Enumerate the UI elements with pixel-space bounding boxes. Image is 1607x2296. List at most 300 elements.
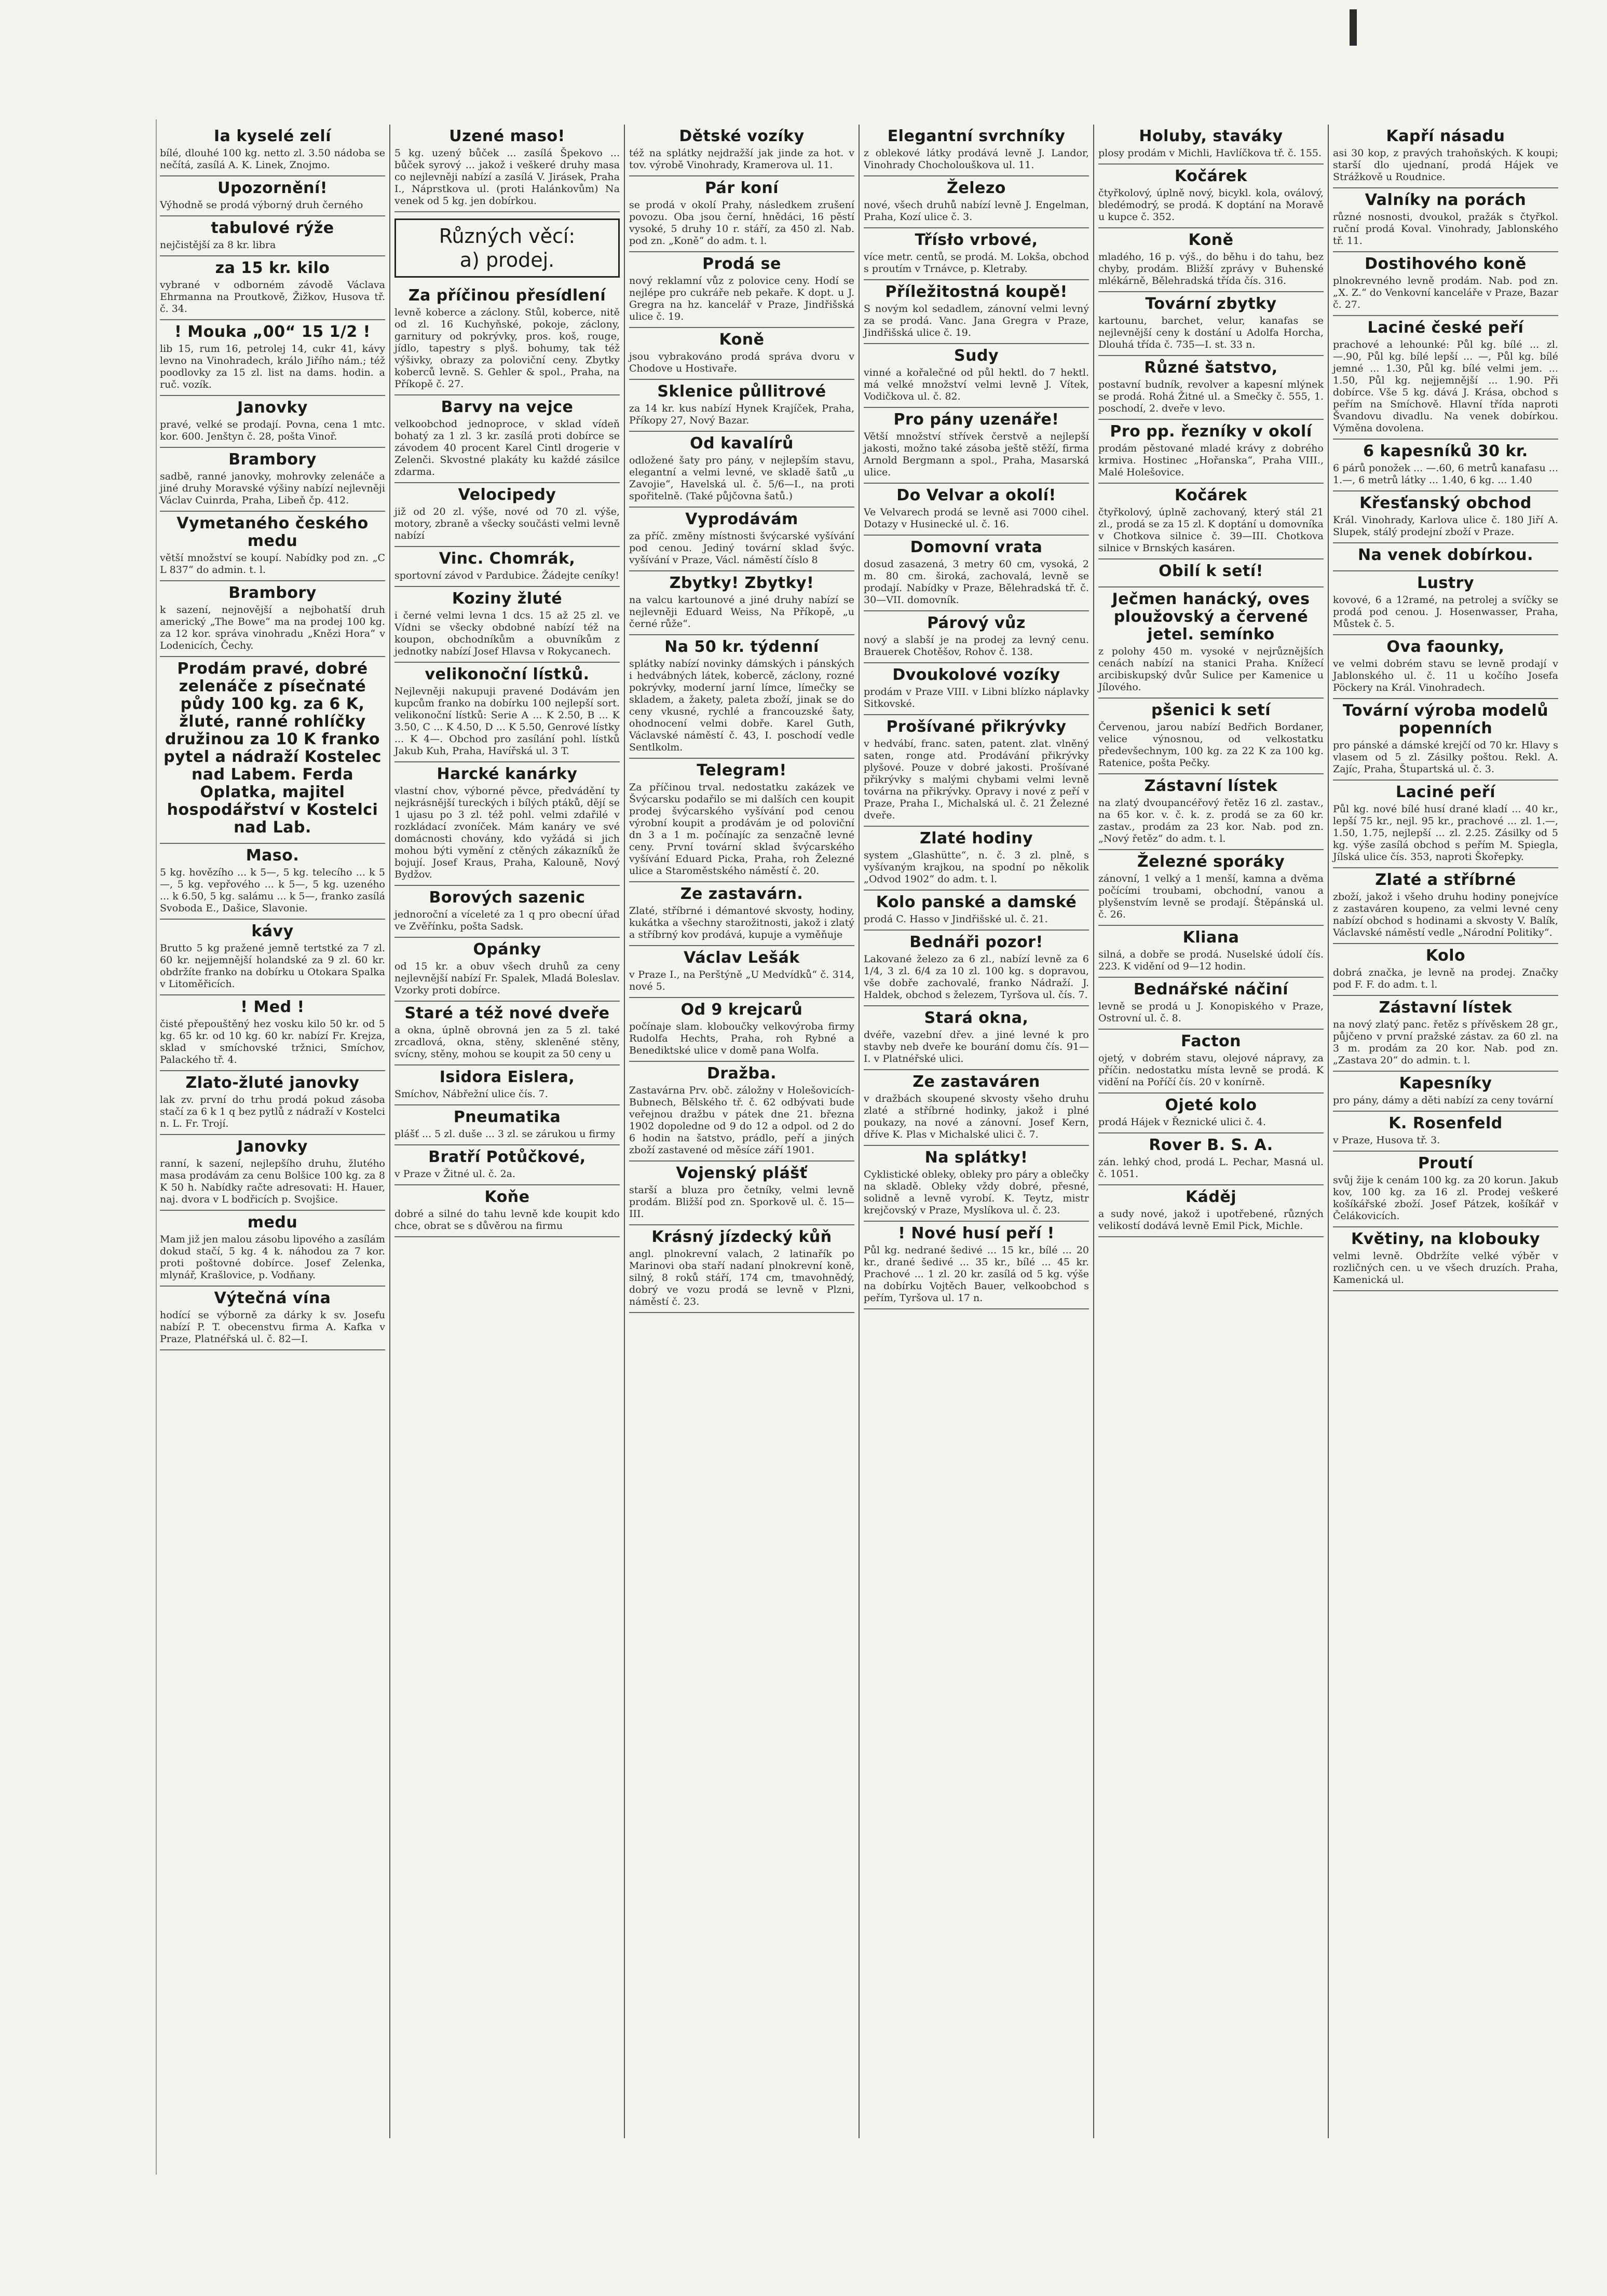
ad-text: Červenou, jarou nabízí Bedřich Bordaner, velice výnosnou, od velkostatku předevšechnym, 100 kg. za 22 K za 100 kg. Ratenice, pošta Pečky. bbox=[1098, 721, 1324, 769]
ad-heading: Zlaté hodiny bbox=[919, 829, 1033, 848]
ad-text: v Praze I., na Perštýně „U Medvídků“ č. 314, nové 5. bbox=[629, 969, 854, 992]
ad bbox=[1333, 944, 1558, 996]
ad-text: velkoobchod jednoproce, v sklad vídeň bohatý za 1 zl. 3 kr. zasílá proti dobírce se závodem 40 procent Karel Cintl drogerie v Zelenči. Skvostné plakáty ku každé zásilce zdarma. bbox=[394, 418, 620, 477]
column-4 bbox=[859, 125, 1093, 2138]
ad-text: počínaje slam. kloboučky velkovýroba firmy Rudolfa Hechts, Praha, roh Rybné a Benediktské ulice v domě pana Wolfa. bbox=[629, 1021, 854, 1056]
ad bbox=[1098, 1133, 1324, 1185]
ad bbox=[629, 252, 854, 328]
ad-text: různé nosnosti, dvoukol, pražák s čtyřkol. ruční prodá Koval. Vinohrady, Jablonského tř. 11. bbox=[1333, 211, 1558, 247]
ad bbox=[160, 657, 385, 844]
ad bbox=[160, 1071, 385, 1135]
ad-heading: Zástavní lístek bbox=[1379, 999, 1513, 1017]
ad bbox=[160, 920, 385, 995]
ad bbox=[160, 844, 385, 920]
ad-heading: Bratří Potůčkové, bbox=[428, 1148, 586, 1166]
ad-heading: Kapesníky bbox=[1399, 1074, 1492, 1092]
ad-text: za příč. změny místnosti švýcarské vyšívání pod cenou. Jediný tovární sklad švýc. vyšívání v Praze, Václ. náměstí číslo 8 bbox=[629, 530, 854, 566]
ad bbox=[1333, 635, 1558, 699]
ad bbox=[1098, 484, 1324, 559]
ad-heading: Kočárek bbox=[1175, 486, 1247, 504]
ad bbox=[394, 1105, 620, 1145]
ad-text: i černé velmi levna 1 dcs. 15 až 25 zl. ve Vídni se všecky obdobné nabízí též na koupon, obchodníkům a obuvníkům z jednotky nabízí Josef Hlavsa v Rokycanech. bbox=[394, 610, 620, 657]
ad bbox=[629, 1161, 854, 1225]
ad-heading: Párový vůz bbox=[927, 614, 1026, 632]
ad-heading: Vinc. Chomrák, bbox=[439, 550, 576, 568]
ad bbox=[394, 1185, 620, 1237]
ad-heading: Koňe bbox=[484, 1188, 530, 1206]
ad-text: nejčistější za 8 kr. libra bbox=[160, 239, 276, 251]
ad-text: starší a bluza pro četníky, velmi levně prodám. Bližší pod zn. Sporkově ul. č. 15—III. bbox=[629, 1184, 854, 1220]
ad bbox=[1333, 125, 1558, 188]
ad-text: Zlaté, stříbrné i démantové skvosty, hodiny, kukátka a všechny starožitnosti, jakož i zlatý a stříbrný kov prodává, kupuje a vyměňuje bbox=[629, 905, 854, 940]
ad bbox=[394, 395, 620, 483]
ad bbox=[1333, 543, 1558, 571]
ad-text: prodám pěstované mladé krávy z dobrého krmiva. Hostinec „Hořanska“, Praha VIII., Malé Holešovice. bbox=[1098, 443, 1324, 478]
ad-heading: kávy bbox=[251, 922, 294, 940]
ad-heading: Kočárek bbox=[1175, 167, 1247, 185]
ad-text: se prodá v okolí Prahy, následkem zrušení povozu. Oba jsou černí, hnědáci, 16 pěstí vysoké, 5 druhy 10 r. stáří, za 450 zl. Nab. pod zn. „Koně“ do adm. t. l. bbox=[629, 199, 854, 247]
ad-text: asi 30 kop, z pravých trahoňských. K koupi; starší dlo ujednaní, prodá Hájek ve Strážkově u Roudnice. bbox=[1333, 147, 1558, 183]
ad-text: levně se prodá u J. Konopiského v Praze, Ostrovní ul. č. 8. bbox=[1098, 1001, 1324, 1024]
ad-heading: Koně bbox=[719, 331, 765, 349]
ad bbox=[1098, 699, 1324, 774]
ad-heading: Výtečná vína bbox=[214, 1289, 331, 1307]
ad bbox=[864, 1070, 1089, 1146]
ad-text: čtyřkolový, úplně nový, bicykl. kola, oválový, bledémodrý, se prodá. K doptání na Moravě u kupce č. 352. bbox=[1098, 187, 1324, 223]
ad-heading: Ojeté kolo bbox=[1165, 1096, 1257, 1114]
ad-text: splátky nabízí novinky dámských i pánských i hedvábných látek, kobercě, záclony, rozné pokrývky, moderní jarní límce, límečky se skladem, a žakety, paleta zboží, jinak se do ceny vkusné, rychlé a francouzské šaty, ohodnocení velmi dobře. Karel Guth, Václavské náměstí č. 43, I. poschodí vedle Sentlkolm. bbox=[629, 658, 854, 753]
ad-heading: Příležitostná koupě! bbox=[885, 283, 1068, 301]
ad-text: lib 15, rum 16, petrolej 14, cukr 41, kávy levno na Vinohradech, králo Jiřího nám.; též poodlovky za 15 zl. list na dams. hodin. a ruč. vozík. bbox=[160, 343, 385, 390]
ad bbox=[394, 1145, 620, 1185]
ad-heading: Zlaté a stříbrné bbox=[1375, 871, 1516, 889]
ad-heading: Koně bbox=[1188, 231, 1234, 249]
ad bbox=[1333, 996, 1558, 1072]
ad-heading: Ova faounky, bbox=[1386, 638, 1505, 656]
ad-heading: Třísło vrbové, bbox=[915, 231, 1038, 249]
ad-heading: Květiny, na klobouky bbox=[1351, 1230, 1541, 1248]
ad-heading: Bednářské náčiní bbox=[1133, 980, 1289, 999]
ad-text: ojetý, v dobrém stavu, olejové nápravy, za příčin. nedostatku místa levně se prodá. K vidění na Poříčí čís. 20 v konírně. bbox=[1098, 1053, 1324, 1088]
ad bbox=[1098, 850, 1324, 926]
ad bbox=[1333, 1152, 1558, 1227]
ad-text: 6 párů ponožek ... —.60, 6 metrů kanafasu ... 1.—, 6 metrů látky ... 1.40, 6 kg. ... 1.40 bbox=[1333, 462, 1558, 486]
ad bbox=[864, 1146, 1089, 1222]
ad bbox=[394, 1065, 620, 1105]
ad-text: dobré a silné do tahu levně kde koupit kdo chce, obrat se s důvěrou na firmu bbox=[394, 1208, 620, 1232]
column-6 bbox=[1328, 125, 1562, 2138]
ad-heading: Pár koní bbox=[704, 179, 779, 197]
ad-text: též na splátky nejdražší jak jinde za hot. v tov. výrobě Vinohrady, Kramerova ul. 11. bbox=[629, 147, 854, 171]
ad-text: v Praze v Žitné ul. č. 2a. bbox=[394, 1168, 516, 1180]
ad-heading: Za příčinou přesídlení bbox=[408, 286, 606, 305]
ad-heading: Harcké kanárky bbox=[437, 765, 578, 783]
ad-text: Mam již jen malou zásobu lipového a zasílám dokud stačí, 5 kg. 4 k. náhodou za 7 kor. proti poštovné dobírce. Josef Zelenka, mlynář, Krašlovice, p. Vodňany. bbox=[160, 1234, 385, 1281]
ad-heading: Valníky na porách bbox=[1365, 191, 1527, 209]
ad-heading: Tovární zbytky bbox=[1145, 295, 1277, 313]
ad bbox=[1333, 699, 1558, 781]
ad-text: Větší množství střívek čerstvě a nejlepší jakosti, možno také zásoba ještě stěží, firma Arnold Bergmann a spol., Praha, Masarská ulice. bbox=[864, 431, 1089, 478]
ad-text: nový a slabší je na prodej za levný cenu. Brauerek Chotěšov, Rohov č. 138. bbox=[864, 634, 1089, 658]
ad bbox=[629, 759, 854, 882]
ad bbox=[629, 1062, 854, 1161]
ad-text: v Praze, Husova tř. 3. bbox=[1333, 1135, 1440, 1146]
ad-text: pro pánské a dámské krejčí od 70 kr. Hlavy s vlasem od 5 zl. Zásilky poštou. Rekl. A. Zajíc, Praha, Štupartská ul. č. 3. bbox=[1333, 740, 1558, 775]
ad bbox=[1098, 125, 1324, 165]
ad bbox=[1333, 316, 1558, 440]
ad-text: S novým kol sedadlem, zánovní velmi levný za se prodá. Vanc. Jana Gregra v Praze, Jindřišská ulice č. 19. bbox=[864, 303, 1089, 338]
ad-text: dosud zasazená, 3 metry 60 cm, vysoká, 2 m. 80 cm. široká, zachovalá, levně se prodají. Nabídky v Praze, Bělehradská tř. č. 30—VII. domovník. bbox=[864, 558, 1089, 606]
ad-heading: Různé šatstvo, bbox=[1144, 359, 1278, 377]
ad bbox=[864, 931, 1089, 1006]
ad-heading: Vymetaného českého medu bbox=[176, 514, 369, 550]
ad-heading: tabulové rýže bbox=[211, 219, 334, 237]
ad-text: z polohy 450 m. vysoké v nejrůznějších cenách nabízí na stanici Praha. Knížecí arcibiskupský dvůr Sulice per Kamenice u Jílového. bbox=[1098, 646, 1324, 693]
ad bbox=[1098, 420, 1324, 484]
ad-heading: Pneumatika bbox=[453, 1108, 561, 1126]
classified-ads-columns bbox=[156, 125, 1562, 2138]
ad-text: na valcu kartounové a jiné druhy nabízí se nejlevněji Eduard Weiss, Na Příkopě, „u černé růže“. bbox=[629, 594, 854, 630]
ad-heading: Ječmen hanácký, oves ploužovský a červené jetel. semínko bbox=[1112, 590, 1310, 644]
ad-heading: Na 50 kr. týdenní bbox=[664, 638, 819, 656]
ad-heading: Sudy bbox=[954, 347, 999, 365]
ad-heading: Obilí k setí! bbox=[1159, 562, 1263, 580]
ad bbox=[1098, 559, 1324, 587]
ad-heading: Ia kyselé zelí bbox=[213, 127, 331, 145]
section-heading-box bbox=[394, 218, 620, 278]
ad-text: sadbě, ranné janovky, mohrovky zelenáče a jiné druhy Moravské výšiny nabízí nejlevněji Václav Cuinrda, Praha, Libeň čp. 412. bbox=[160, 471, 385, 506]
ad bbox=[1333, 781, 1558, 868]
ad-heading: Vyprodávám bbox=[685, 510, 798, 528]
ad bbox=[1098, 774, 1324, 850]
ad-text: hodící se výborně za dárky k sv. Josefu nabízí P. T. obecenstvu firma A. Kafka v Praze, Platnéřská ul. č. 82—I. bbox=[160, 1309, 385, 1345]
column-3 bbox=[624, 125, 859, 2138]
ad bbox=[864, 663, 1089, 715]
ad-heading: Telegram! bbox=[697, 761, 787, 780]
ad-text: dobrá značka, je levně na prodej. Značky pod F. F. do adm. t. l. bbox=[1333, 967, 1558, 990]
ad-text: Za příčinou trval. nedostatku zakázek ve Švýcarsku podařilo se mi dalších cen koupit prodej švýcarského vyšívání pod cenou výrobní koupit a prodávám je od poloviční dn 3 a 1 m. počínajíc za senzačně levné ceny. První tovární sklad švýcarského vyšívání Eduard Picka, Praha, roh Železné ulice a Staroměstského náměstí č. 20. bbox=[629, 782, 854, 877]
ad-text: pro pány, dámy a děti nabízí za ceny tovární bbox=[1333, 1095, 1554, 1106]
ad bbox=[629, 125, 854, 176]
ad-heading: Proutí bbox=[1418, 1154, 1474, 1172]
ad bbox=[629, 328, 854, 380]
ad-text: prachové a lehounké: Půl kg. bílé ... zl. —.90, Půl kg. bílé lepší ... —, Půl kg. bílé jemné ... 1.30, Půl kg. bílé velmi jem. ... 1.50, Půl kg. nejjemnější ... 1.90. Při dobírce. Vše 5 kg. dává J. Krása, obchod s peřím na Smíchově. Hlavní třída naproti Švandovu divadlu. Na venek dobírkou. Výměna dovolena. bbox=[1333, 339, 1558, 434]
ad-text: lak zv. první do trhu prodá pokud zásoba stačí za 6 k 1 q bez pytlů z nádraží v Kostelci n. L. Fr. Trojí. bbox=[160, 1094, 385, 1129]
ad-text: z oblekové látky prodává levně J. Landor, Vinohrady Chocholouškova ul. 11. bbox=[864, 147, 1089, 171]
ad-heading: Prošívané přikrývky bbox=[886, 718, 1067, 736]
ad-text: v dražbách skoupené skvosty všeho druhu zlaté a stříbrné hodinky, jakož i plné poukazy, na nové a zánovní. Josef Kern, dříve K. Plas v Michalské ulici č. 7. bbox=[864, 1093, 1089, 1140]
ad bbox=[629, 380, 854, 432]
ad bbox=[629, 1225, 854, 1313]
ad bbox=[1333, 571, 1558, 635]
ad-text: silná, a dobře se prodá. Nuselské údolí čís. 223. K vidění od 9—12 hodin. bbox=[1098, 949, 1324, 972]
ad-text: prodá C. Hasso v Jindřišské ul. č. 21. bbox=[864, 913, 1048, 925]
ad-heading: Laciné peří bbox=[1396, 783, 1495, 801]
ad bbox=[629, 176, 854, 252]
ad-text: svůj žije k cenám 100 kg. za 20 korun. Jakub kov, 100 kg. za 16 zl. Prodej veškeré košíkářské zboží. Josef Pátzek, košíkář v Čelákovicích. bbox=[1333, 1174, 1558, 1222]
ad-heading: Od kavalírů bbox=[690, 434, 794, 453]
ad-text: Nejlevněji nakupuji pravené Dodávám jen kupcům franko na dobírku 100 nejlepší sort. velikonoční lístků: Serie A ... K 2.50, B ... K 3.50, C ... K 4.50, D ... K 5.50, Genrové lístky ... K 4—. Obchod pro zasílání pohl. lístků Jakub Kuh, Praha, Havířská ul. 3 T. bbox=[394, 686, 620, 757]
ad-text: 5 kg. hovězího ... k 5—, 5 kg. telecího ... k 5—, 5 kg. vepřového ... k 5—, 5 kg. uzeného ... k 6.50, 5 kg. salámu ... k 5—, franko zasílá Svoboda E., Dašice, Slavonie. bbox=[160, 867, 385, 914]
ad-text: sportovní závod v Pardubice. Žádejte ceníky! bbox=[394, 570, 619, 581]
ad-heading: Rover B. S. A. bbox=[1149, 1136, 1273, 1154]
ad-text: Zastavárna Prv. obč. záložny v Holešovicích-Bubnech, Bělského tř. č. 62 odbývati bude veřejnou dražbu v pátek dne 21. března 1902 dopoledne od 9 do 12 a odpol. od 2 do 6 hodin na šatstvo, prádlo, peří a jiných zboží zastavené od měsíce září 1901. bbox=[629, 1085, 854, 1156]
ad bbox=[864, 891, 1089, 931]
ad-text: zánovní, 1 velký a 1 menší, kamna a dvěma počícími troubami, obchodní, vanou a plyšenstvím levně se prodají. Štěpánská ul. č. 26. bbox=[1098, 873, 1324, 920]
ad bbox=[1098, 356, 1324, 420]
ad-heading: Isidora Eislera, bbox=[439, 1068, 575, 1086]
ad bbox=[864, 611, 1089, 663]
ad bbox=[394, 663, 620, 762]
ad-text: velmi levně. Obdržíte velké výběr v rozličných cen. u ve všech druzích. Praha, Kamenická ul. bbox=[1333, 1250, 1558, 1286]
ad-text: levně koberce a záclony. Stůl, koberce, nitě od zl. 16 Kuchyňské, pokoje, záclony, garnitury od pokrývky, pros. koš, rouge, jídlo, tapestry s plyš. bohumy, tak též výšivky, obrazy za poloviční ceny. Zbytky koberců levně. S. Gehler & spol., Praha, na Příkopě č. 27. bbox=[394, 307, 620, 390]
ad-heading: medu bbox=[247, 1213, 298, 1232]
ad bbox=[629, 998, 854, 1062]
ad-heading: Krásný jízdecký kůň bbox=[651, 1228, 832, 1246]
ad-text: Lakované železo za 6 zl., nabízí levně za 6 1/4, 3 zl. 6/4 za 10 zl. 100 kg. s dopravou, vše dobře zachovalé, franko Nádraží. J. Haldek, obchod s železem, Tyršova ul. čís. 7. bbox=[864, 953, 1089, 1001]
ad-heading: Tovární výroba modelů popenních bbox=[1342, 702, 1549, 737]
ad-heading: Velocipedy bbox=[458, 486, 556, 504]
ad-text: prodám v Praze VIII. v Libni blízko náplavky Sitkovské. bbox=[864, 686, 1089, 709]
ad bbox=[394, 483, 620, 547]
ad bbox=[394, 762, 620, 886]
ad-text: větší množství se koupí. Nabídky pod zn. „C L 837“ do admin. t. l. bbox=[160, 552, 385, 576]
ad bbox=[1098, 926, 1324, 978]
ad-text: vybrané v odborném závodě Václava Ehrmanna na Proutkově, Žižkov, Husova tř. č. 34. bbox=[160, 279, 385, 315]
ad-text: 5 kg. uzený bůček ... zasílá Špekovo ... bůček syrový ... jakož i veškeré druhy masa co nejlevněji nabízí a zasílá V. Jirásek, Praha I., Náprstkova ul. (proti Halánkovům) Na venek od 5 kg. jen dobírkou. bbox=[394, 147, 620, 207]
ad-text: postavní budník, revolver a kapesní mlýnek se prodá. Rohá Žitné ul. a Smečky č. 555, 1. poschodí, 2. dveře v levo. bbox=[1098, 379, 1324, 414]
ad-text: na nový zlatý panc. řetěz s přívěskem 28 gr., půjčeno v první pražské zástav. za 60 zl. na 3 m. prodám za 20 kor. Nab. pod zn. „Zastava 20“ do admin. t. l. bbox=[1333, 1019, 1558, 1066]
ad-text: čisté přepouštěný hez vosku kilo 50 kr. od 5 kg. 65 kr. od 10 kg. 60 kr. nabízí Fr. Krejza, sklad v smíchovské tržnici, Smíchov, Palackého tř. 4. bbox=[160, 1018, 385, 1065]
ad-heading: Zástavní lístek bbox=[1144, 777, 1278, 795]
ad-text: zboží, jakož i všeho druhu hodiny ponejvíce z zastaváren koupeno, za velmi levné ceny nabízí obchod s hodinami a skvosty V. Balík, Václavské náměstí vedle „Národní Politiky“. bbox=[1333, 891, 1558, 938]
ad bbox=[160, 176, 385, 216]
ad-heading: Kliana bbox=[1182, 928, 1240, 947]
ad-heading: Od 9 krejcarů bbox=[680, 1001, 803, 1019]
ad bbox=[864, 484, 1089, 536]
ad-text: Cyklistické obleky, obleky pro páry a oblečky na skladě. Obleky vždy dobré, přesné, solidně a levně vyrobí. K. Teytz, mistr krejčovský v Praze, Myslíkova ul. č. 23. bbox=[864, 1169, 1089, 1216]
ad-heading: Prodá se bbox=[702, 255, 781, 273]
ad bbox=[1098, 165, 1324, 228]
column-2 bbox=[389, 125, 624, 2138]
ad bbox=[160, 512, 385, 581]
ad-heading: K. Rosenfeld bbox=[1388, 1114, 1503, 1132]
ad-text: již od 20 zl. výše, nové od 70 zl. výše, motory, zbraně a všecky součásti velmi levně nabízí bbox=[394, 506, 620, 541]
ad-heading: Dostihového koně bbox=[1365, 255, 1527, 273]
ad bbox=[160, 1287, 385, 1350]
ad-heading: Brambory bbox=[228, 450, 317, 469]
ad bbox=[864, 176, 1089, 228]
ad-text: jednoroční a víceleté za 1 q pro obecní úřad ve Zvěřínku, pošta Sadsk. bbox=[394, 909, 620, 932]
ad-text: Smíchov, Nábřežní ulice čís. 7. bbox=[394, 1088, 548, 1100]
ad-text: od 15 kr. a obuv všech druhů za ceny nejlevnější nabízí Fr. Spalek, Mladá Boleslav. Vzorky proti dobírce. bbox=[394, 961, 620, 996]
ad-text: angl. plnokrevní valach, 2 latinařík po Marinovi oba staří nadaní plnokrevní koně, silný, 8 roků stáří, 174 cm, tmavohnědý, dobrý ve vozu prodá se levně v Plzni, náměstí č. 23. bbox=[629, 1248, 854, 1307]
ad-text: plášť ... 5 zl. duše ... 3 zl. se zárukou u firmy bbox=[394, 1128, 616, 1140]
ad-text: čtyřkolový, úplně zachovaný, který stál 21 zl., prodá se za 15 zl. K doptání u domovníka v Chotkova silnice č. 39—III. Chotkova silnice v Brnských kasáren. bbox=[1098, 507, 1324, 554]
ad-heading: Brambory bbox=[228, 584, 317, 602]
ad bbox=[1333, 1227, 1558, 1291]
ad-heading: Bednáři pozor! bbox=[909, 933, 1043, 951]
ad bbox=[394, 587, 620, 663]
ad-text: vinné a kořalečné od půl hektl. do 7 hektl. má velké množství velmi levně J. Vítek, Vodičkova ul. č. 82. bbox=[864, 367, 1089, 402]
ad bbox=[864, 125, 1089, 176]
ad bbox=[1098, 1030, 1324, 1094]
ad-heading: Prodám pravé, dobré zelenáče z písečnaté půdy 100 kg. za 6 K, žluté, ranné rohlíčky družinou za 10 K franko pytel a nádraží Kostelec nad Labem. Ferda Oplatka, majitel hospodářství v Kostelci nad Lab. bbox=[164, 660, 382, 837]
ad-heading: Laciné české peří bbox=[1367, 319, 1524, 337]
ad-heading: Domovní vrata bbox=[910, 538, 1043, 556]
ad-heading: Maso. bbox=[246, 846, 299, 865]
ad bbox=[1333, 491, 1558, 543]
ad bbox=[1098, 292, 1324, 356]
ad-heading: Upozornění! bbox=[217, 179, 328, 197]
ad bbox=[629, 571, 854, 635]
ad-text: ranní, k sazení, nejlepšího druhu, žlutého masa prodávám za cenu Bolšice 100 kg. za 8 K 50 h. Nabídky račte adresovati: H. Hauer, naj. dvora v L bodřicích p. Svojšice. bbox=[160, 1158, 385, 1205]
ad bbox=[864, 280, 1089, 344]
ad-heading: Václav Lešák bbox=[684, 949, 800, 967]
ad bbox=[864, 536, 1089, 611]
ad-heading: Železné sporáky bbox=[1137, 853, 1285, 871]
ad bbox=[160, 1135, 385, 1211]
ad-text: více metr. centů, se prodá. M. Lokša, obchod s proutím v Trnávce, p. Kletraby. bbox=[864, 251, 1089, 275]
ad-heading: Stará okna, bbox=[924, 1009, 1029, 1027]
page-edge-mark bbox=[1350, 9, 1357, 46]
ad bbox=[864, 408, 1089, 484]
ad bbox=[160, 320, 385, 396]
ad bbox=[394, 284, 620, 395]
ad-heading: Lustry bbox=[1417, 574, 1475, 592]
ad bbox=[1333, 1072, 1558, 1112]
ad bbox=[864, 827, 1089, 891]
ad-heading: Pro pp. řezníky v okolí bbox=[1110, 422, 1312, 441]
ad-text: ve velmi dobrém stavu se levně prodají v Jablonského ul. č. 11 u kočího Josefa Pöckery na Král. Vinohradech. bbox=[1333, 658, 1558, 693]
ad-heading: za 15 kr. kilo bbox=[215, 259, 330, 277]
ad-text: zán. lehký chod, prodá L. Pechar, Masná ul. č. 1051. bbox=[1098, 1156, 1324, 1180]
ad-text: Výhodně se prodá výborný druh černého bbox=[160, 199, 363, 211]
ad-text: nový reklamní vůz z polovice ceny. Hodí se nejlépe pro cukráře neb pekaře. K dopt. u J. Gregra na hz. kancelář v Praze, Jindřišská ulice č. 19. bbox=[629, 275, 854, 322]
ad bbox=[1333, 188, 1558, 252]
ad-heading: Zlato-žluté janovky bbox=[185, 1074, 360, 1092]
ad-heading: Na splátky! bbox=[924, 1149, 1028, 1167]
ad bbox=[394, 886, 620, 938]
ad-heading: Ze zastaváren bbox=[913, 1073, 1040, 1091]
ad-text: system „Glashütte“, n. č. 3 zl. plně, s vyšívaným krajkou, na spodní po několik „Odvod 1902“ do adm. t. l. bbox=[864, 850, 1089, 885]
column-1 bbox=[156, 125, 389, 2138]
ad bbox=[1098, 978, 1324, 1030]
ad-text: odložené šaty pro pány, v nejlepším stavu, elegantní a velmi levné, ve skladě šatů „u Zavojie“, Havelská ul. č. 5/6—I., na proti spořitelně. (Také půjčovna šatů.) bbox=[629, 455, 854, 502]
ad bbox=[1098, 228, 1324, 292]
ad-text: kovové, 6 a 12ramé, na petrolej a svíčky se prodá pod cenou. J. Hosenwasser, Praha, Můstek č. 5. bbox=[1333, 594, 1558, 630]
ad bbox=[1333, 868, 1558, 944]
ad-heading: Vojenský plášť bbox=[676, 1164, 808, 1182]
ad-heading: Na venek dobírkou. bbox=[1358, 546, 1533, 564]
ad bbox=[864, 1006, 1089, 1070]
ad-text: Ve Velvarech prodá se levně asi 7000 cihel. Dotazy v Husinecké ul. č. 16. bbox=[864, 507, 1089, 530]
ad-heading: Opánky bbox=[473, 940, 541, 959]
ad bbox=[1098, 1094, 1324, 1133]
ad-text: k sazení, nejnovější a nejbohatší druh americký „The Bowe“ ma na prodej 100 kg. za 12 kor. správa vinohradu „Knězi Hora“ v Lodenicích, Čechy. bbox=[160, 604, 385, 651]
ad-heading: Zbytky! Zbytky! bbox=[669, 574, 814, 592]
ad-heading: Kolo bbox=[1425, 947, 1466, 965]
ad-heading: Ze zastavárn. bbox=[680, 885, 804, 903]
ad-heading: Facton bbox=[1180, 1032, 1242, 1050]
ad-heading: Dražba. bbox=[706, 1064, 777, 1083]
ad-heading: Uzené maso! bbox=[449, 127, 565, 145]
ad bbox=[160, 216, 385, 256]
ad bbox=[1333, 440, 1558, 491]
ad bbox=[160, 396, 385, 448]
ad-heading: ! Med ! bbox=[240, 998, 305, 1016]
ad bbox=[160, 448, 385, 512]
ad-text: kartounu, barchet, velur, kanafas se nejlevnější ceny k dostání u Adolfa Horcha, Dlouhá třída č. 735—I. st. 33 n. bbox=[1098, 315, 1324, 350]
ad-heading: Janovky bbox=[237, 399, 308, 417]
ad-text: Půl kg. nové bílé husí drané kladí ... 40 kr., lepší 75 kr., nejl. 95 kr., prachové ... zl. 1.—, 1.50, 1.75, nejlepší ... zl. 2.25. Zásilky od 5 kg. výše zasílá obchod s peřím M. Spiegla, Jílská ulice čís. 353, naproti Škořepky. bbox=[1333, 803, 1558, 863]
ad-heading: Staré a též nové dveře bbox=[404, 1004, 610, 1022]
ad-heading: ! Nové husí peří ! bbox=[898, 1224, 1055, 1242]
ad bbox=[864, 715, 1089, 827]
ad-heading: Dětské vozíky bbox=[679, 127, 805, 145]
ad-text: plnokrevného levně prodám. Nab. pod zn. „X. Z.“ do Venkovní kanceláře v Praze, Bazar č. 27. bbox=[1333, 275, 1558, 310]
ad bbox=[1333, 1112, 1558, 1152]
ad bbox=[629, 946, 854, 998]
ad bbox=[394, 1002, 620, 1065]
ad bbox=[160, 995, 385, 1071]
ad-heading: velikonoční lístků. bbox=[425, 665, 590, 684]
ad-heading: pšenici k setí bbox=[1151, 701, 1271, 719]
ad-heading: Koziny žluté bbox=[452, 590, 563, 608]
ad-text: a sudy nové, jakož i upotřebené, různých velikostí dodává levně Emil Pick, Michle. bbox=[1098, 1208, 1324, 1232]
ad-text: v hedvábí, franc. saten, patent. zlat. vlněný saten, ronge atd. Prodávání přikrývky plyšové. Pouze v dobré jakosti. Prošívané přikrývky s malými chybami velmi levně továrna na přikrývky. Opravy i nové z peří v Praze, Praha I., Michalská ul. č. 21 Železné dveře. bbox=[864, 738, 1089, 821]
column-5 bbox=[1093, 125, 1328, 2138]
section-heading-line2: a) prodej. bbox=[459, 249, 555, 271]
ad bbox=[1333, 252, 1558, 316]
ad-text: vlastní chov, výborné pěvce, předvádění ty nejkrásnější tureckých i bílých ptáků, dějí se 1 ujasu po 3 zl. též pohl. velmi zdařilé v rozkládací zvoníček. Mám kanáry ve své domácnosti chovány, kdo vyžádá si jich mohou býti vymění z ctěných zákazníků že bojují. Josef Kraus, Praha, Kalouně, Nový Bydžov. bbox=[394, 785, 620, 880]
ad-heading: Sklenice půllitrové bbox=[657, 382, 826, 401]
ad-text: na zlatý dvoupancéřový řetěz 16 zl. zastav., na 65 kor. v. č. k. z. prodá se za 60 kr. zastav., prodám za 23 kor. Nab. pod zn. „Nový řetěz“ do adm. t. l. bbox=[1098, 797, 1324, 844]
ad-heading: Pro pány uzenáře! bbox=[893, 411, 1059, 429]
ad bbox=[629, 432, 854, 508]
ad-text: mladého, 16 p. výš., do běhu i do tahu, bez chyby, prodám. Bližší zprávy v Buhenské mlékárně, Bělehradská třída čís. 316. bbox=[1098, 251, 1324, 286]
ad bbox=[160, 256, 385, 320]
ad-heading: Holuby, staváky bbox=[1139, 127, 1283, 145]
ad-heading: Borových sazenic bbox=[429, 889, 585, 907]
ad bbox=[160, 125, 385, 176]
ad-text: nové, všech druhů nabízí levně J. Engelman, Praha, Kozí ulice č. 3. bbox=[864, 199, 1089, 223]
ad bbox=[1098, 1185, 1324, 1237]
ad bbox=[160, 1211, 385, 1287]
ad-heading: Křesťanský obchod bbox=[1359, 494, 1532, 512]
ad-heading: 6 kapesníků 30 kr. bbox=[1363, 442, 1528, 460]
ad-heading: Železo bbox=[947, 179, 1006, 197]
ad-heading: Janovky bbox=[237, 1138, 308, 1156]
ad-text: prodá Hájek v Řeznické ulici č. 4. bbox=[1098, 1116, 1266, 1128]
ad bbox=[864, 344, 1089, 408]
ad-heading: Barvy na vejce bbox=[441, 398, 574, 416]
ad-text: bílé, dlouhé 100 kg. netto zl. 3.50 nádoba se nečítá, zasílá A. K. Linek, Znojmo. bbox=[160, 147, 385, 171]
ad bbox=[864, 1222, 1089, 1309]
ad-text: Půl kg. nedrané šedivé ... 15 kr., bílé ... 20 kr., drané šedivé ... 35 kr., bílé ... 45 kr. Prachové ... 1 zl. 20 kr. zasílá od 5 kg. výše na dobírku Vojtěch Bauer, velkoobchod s peřím, Tyršova ul. 17 n. bbox=[864, 1245, 1089, 1304]
ad-heading: Káděj bbox=[1185, 1188, 1237, 1206]
ad-heading: Do Velvar a okolí! bbox=[896, 486, 1056, 504]
ad-text: jsou vybrakováno prodá správa dvoru v Chodove u Hostivaře. bbox=[629, 351, 854, 374]
ad-text: a okna, úplně obrovná jen za 5 zl. také zrcadlová, okna, stěny, skleněné stěny, svícny, stěny, mohou se koupit za 50 ceny u bbox=[394, 1024, 620, 1060]
ad bbox=[1098, 587, 1324, 699]
ad-text: Král. Vinohrady, Karlova ulice č. 180 Jiří A. Slupek, stálý prodejní zboží v Praze. bbox=[1333, 514, 1558, 538]
ad bbox=[629, 508, 854, 571]
ad-text: Brutto 5 kg pražené jemně tertstké za 7 zl. 60 kr. nejjemnější holandské za 9 zl. 60 kr. obdržíte franko na dobírku u Otokara Spalka v Litoměřicích. bbox=[160, 942, 385, 990]
ad-text: plosy prodám v Michli, Havlíčkova tř. č. 155. bbox=[1098, 147, 1322, 159]
ad bbox=[629, 882, 854, 946]
ad bbox=[394, 938, 620, 1002]
